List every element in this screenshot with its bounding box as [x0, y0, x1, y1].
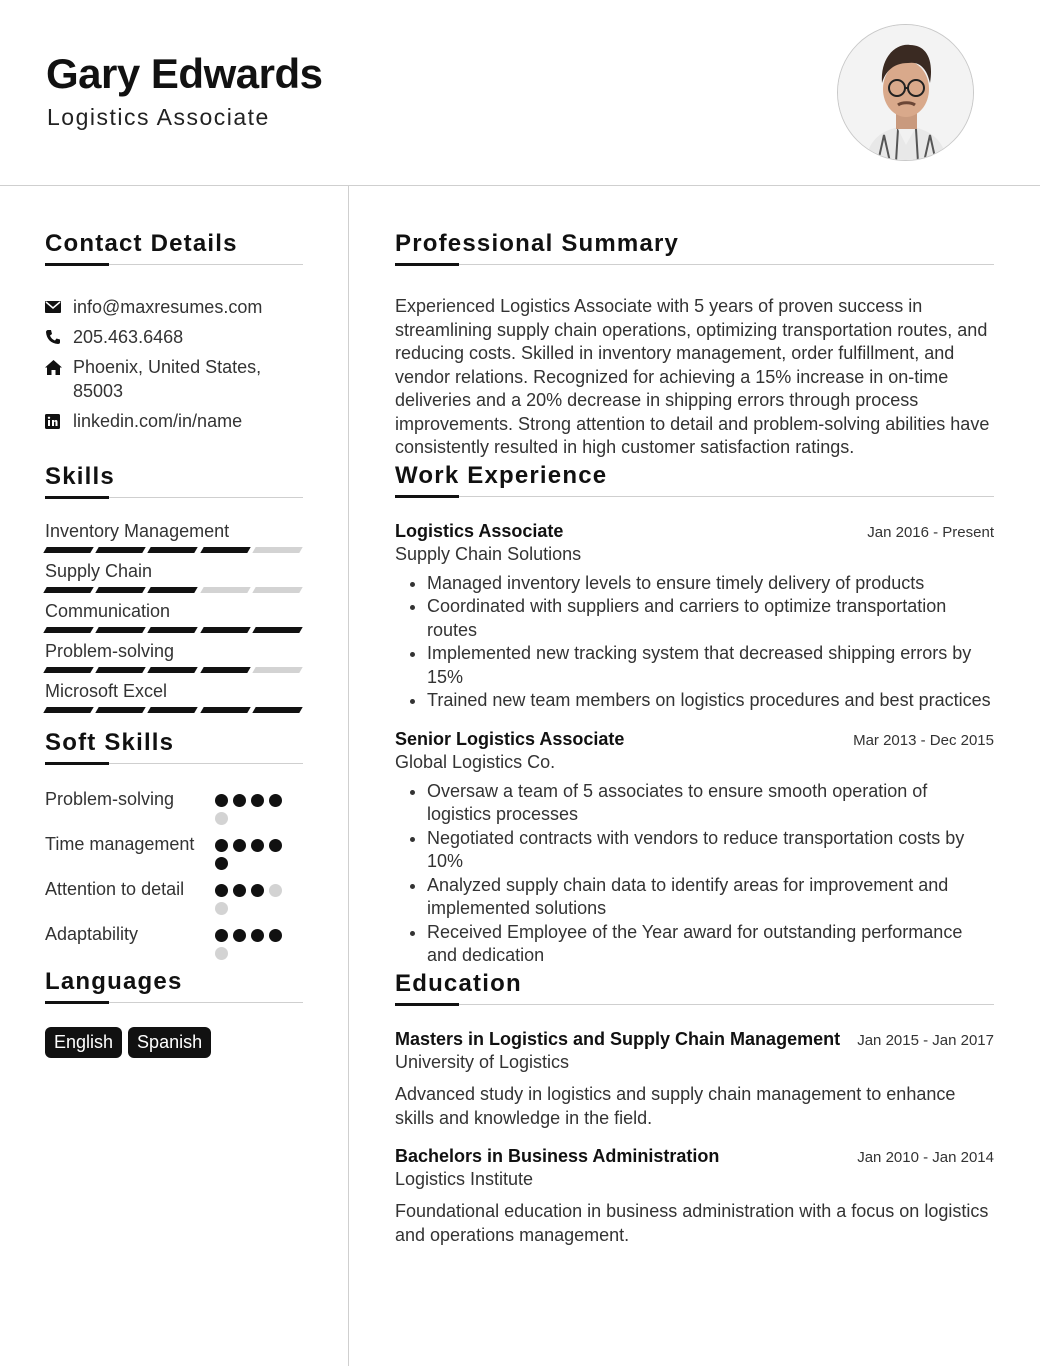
- skill-name: Inventory Management: [45, 521, 230, 541]
- candidate-title: Logistics Associate: [47, 104, 270, 130]
- skill-level-segment: [252, 707, 303, 713]
- contact-email[interactable]: [45, 295, 303, 319]
- skill-level-segment: [43, 707, 94, 713]
- summary-heading: Professional Summary: [395, 230, 994, 265]
- skill-item: [45, 600, 303, 633]
- education-description: Advanced study in logistics and supply chain management to enhance skills and knowledge in the field.: [395, 1083, 956, 1128]
- soft-skill-rating: [215, 923, 295, 960]
- skill-level-segment: [148, 707, 199, 713]
- linkedin-icon: [45, 409, 73, 433]
- rating-dot: [233, 794, 246, 807]
- job-bullet: • Analyzed supply chain data to identify areas for improvement and implemented solutions: [427, 874, 994, 921]
- contact-heading: Contact Details: [45, 230, 303, 265]
- job-date: Mar 2013 - Dec 2015: [853, 731, 994, 749]
- job-date: Jan 2016 - Present: [867, 523, 994, 541]
- contact-phone-text: 205.463.6468: [73, 327, 184, 347]
- rating-dot: [251, 929, 264, 942]
- soft-skill-item: [45, 833, 303, 870]
- education-heading: Education: [395, 970, 994, 1005]
- soft-skill-name: Time management: [45, 834, 195, 854]
- degree-title: Bachelors in Business Administration: [395, 1145, 720, 1166]
- candidate-name: Gary Edwards: [46, 50, 323, 97]
- contact-list: [45, 295, 303, 433]
- skill-level-segment: [43, 547, 94, 553]
- summary-text: Experienced Logistics Associate with 5 years of proven success in streamlining supply chain operations, optimizing transportation routes, and reducing costs. Skilled in inventory management, order fulfillment, and vendor relations. Recognized for achieving a 15% increase in on-time deliveries and a 20% decrease in shipping errors through process improvements. Strong attention to detail and problem-solving abilities have consistently resulted in high customer satisfaction ratings.: [395, 296, 990, 457]
- skill-level-bar: [45, 707, 301, 713]
- skills-list: [45, 520, 303, 713]
- contact-linkedin-text: linkedin.com/in/name: [73, 411, 243, 431]
- rating-dot: [215, 794, 228, 807]
- rating-dot: [251, 884, 264, 897]
- soft-skill-rating: [215, 878, 295, 915]
- skill-level-segment: [43, 587, 94, 593]
- contact-address: [45, 355, 303, 403]
- skill-level-segment: [95, 547, 146, 553]
- job-bullet: • Trained new team members on logistics procedures and best practices: [427, 689, 994, 713]
- language-badge: English: [45, 1027, 122, 1058]
- experience-heading: Work Experience: [395, 462, 994, 497]
- soft-skill-item: [45, 788, 303, 825]
- skill-level-segment: [43, 667, 94, 673]
- skill-level-segment: [252, 627, 303, 633]
- person-portrait-icon: [838, 25, 974, 161]
- skill-level-segment: [148, 667, 199, 673]
- job-bullet: • Implemented new tracking system that decreased shipping errors by 15%: [427, 642, 994, 689]
- rating-dot: [269, 884, 282, 897]
- rating-dot: [215, 902, 228, 915]
- rating-dot: [251, 794, 264, 807]
- job-company: Supply Chain Solutions: [395, 543, 582, 564]
- school-name: University of Logistics: [395, 1051, 570, 1072]
- skill-level-segment: [252, 667, 303, 673]
- skill-item: [45, 680, 303, 713]
- rating-dot: [269, 839, 282, 852]
- right-column: [395, 230, 994, 1247]
- skill-level-segment: [148, 587, 199, 593]
- job-bullets: [395, 572, 994, 713]
- job-company: Global Logistics Co.: [395, 751, 556, 772]
- soft-skill-item: [45, 878, 303, 915]
- soft-skill-rating: [215, 833, 295, 870]
- skills-heading: Skills: [45, 463, 303, 498]
- skill-level-segment: [95, 667, 146, 673]
- left-column: [45, 230, 303, 1058]
- job-bullet: • Managed inventory levels to ensure timely delivery of products: [427, 572, 994, 596]
- contact-email-text: info@maxresumes.com: [73, 297, 263, 317]
- education-entry: [395, 1146, 994, 1247]
- rating-dot: [233, 839, 246, 852]
- rating-dot: [251, 839, 264, 852]
- rating-dot: [269, 929, 282, 942]
- skill-level-segment: [200, 547, 251, 553]
- skill-name: Supply Chain: [45, 561, 153, 581]
- education-date: Jan 2015 - Jan 2017: [857, 1031, 994, 1049]
- job-bullet: • Negotiated contracts with vendors to reduce transportation costs by 10%: [427, 827, 994, 874]
- languages-heading: Languages: [45, 968, 303, 1003]
- soft-skill-rating: [215, 788, 295, 825]
- contact-address-text: Phoenix, United States, 85003: [73, 357, 262, 401]
- skill-level-bar: [45, 627, 301, 633]
- rating-dot: [269, 794, 282, 807]
- skill-level-segment: [200, 667, 251, 673]
- rating-dot: [215, 884, 228, 897]
- soft-skill-item: [45, 923, 303, 960]
- languages-list: [45, 1027, 303, 1058]
- rating-dot: [215, 947, 228, 960]
- skill-level-segment: [148, 547, 199, 553]
- profile-photo: [837, 24, 974, 161]
- education-description: Foundational education in business administration with a focus on logistics and operations management.: [395, 1200, 989, 1245]
- job-bullet: • Received Employee of the Year award for outstanding performance and dedication: [427, 921, 994, 968]
- phone-icon: [45, 325, 73, 349]
- skill-level-segment: [252, 547, 303, 553]
- contact-linkedin[interactable]: [45, 409, 303, 433]
- home-icon: [45, 355, 73, 379]
- language-badge: Spanish: [128, 1027, 211, 1058]
- job-bullets: [395, 780, 994, 968]
- soft-skill-name: Adaptability: [45, 924, 139, 944]
- education-date: Jan 2010 - Jan 2014: [857, 1148, 994, 1166]
- skill-name: Microsoft Excel: [45, 681, 168, 701]
- rating-dot: [215, 812, 228, 825]
- skill-item: [45, 560, 303, 593]
- skill-level-segment: [200, 627, 251, 633]
- rating-dot: [215, 857, 228, 870]
- soft-skills-heading: Soft Skills: [45, 729, 303, 764]
- job-title: Logistics Associate: [395, 520, 564, 541]
- rating-dot: [233, 929, 246, 942]
- skill-level-segment: [43, 627, 94, 633]
- job-entry: [395, 729, 994, 968]
- skill-level-segment: [95, 627, 146, 633]
- rating-dot: [215, 839, 228, 852]
- soft-skill-name: Problem-solving: [45, 789, 175, 809]
- soft-skill-name: Attention to detail: [45, 879, 185, 899]
- soft-skills-list: [45, 788, 303, 960]
- skill-name: Problem-solving: [45, 641, 175, 661]
- job-entry: [395, 521, 994, 713]
- skill-level-segment: [95, 587, 146, 593]
- skill-level-segment: [95, 707, 146, 713]
- education-entry: [395, 1029, 994, 1130]
- skill-level-bar: [45, 547, 301, 553]
- envelope-icon: [45, 295, 73, 319]
- skill-level-bar: [45, 587, 301, 593]
- skill-name: Communication: [45, 601, 171, 621]
- degree-title: Masters in Logistics and Supply Chain Management: [395, 1028, 841, 1049]
- skill-level-segment: [200, 587, 251, 593]
- skill-level-bar: [45, 667, 301, 673]
- contact-phone[interactable]: [45, 325, 303, 349]
- skill-item: [45, 640, 303, 673]
- column-divider: [348, 186, 349, 1366]
- rating-dot: [233, 884, 246, 897]
- skill-item: [45, 520, 303, 553]
- job-title: Senior Logistics Associate: [395, 728, 625, 749]
- skill-level-segment: [252, 587, 303, 593]
- school-name: Logistics Institute: [395, 1168, 534, 1189]
- rating-dot: [215, 929, 228, 942]
- job-bullet: • Oversaw a team of 5 associates to ensure smooth operation of logistics processes: [427, 780, 994, 827]
- skill-level-segment: [200, 707, 251, 713]
- resume-header: [0, 0, 1040, 186]
- job-bullet: • Coordinated with suppliers and carriers to optimize transportation routes: [427, 595, 994, 642]
- skill-level-segment: [148, 627, 199, 633]
